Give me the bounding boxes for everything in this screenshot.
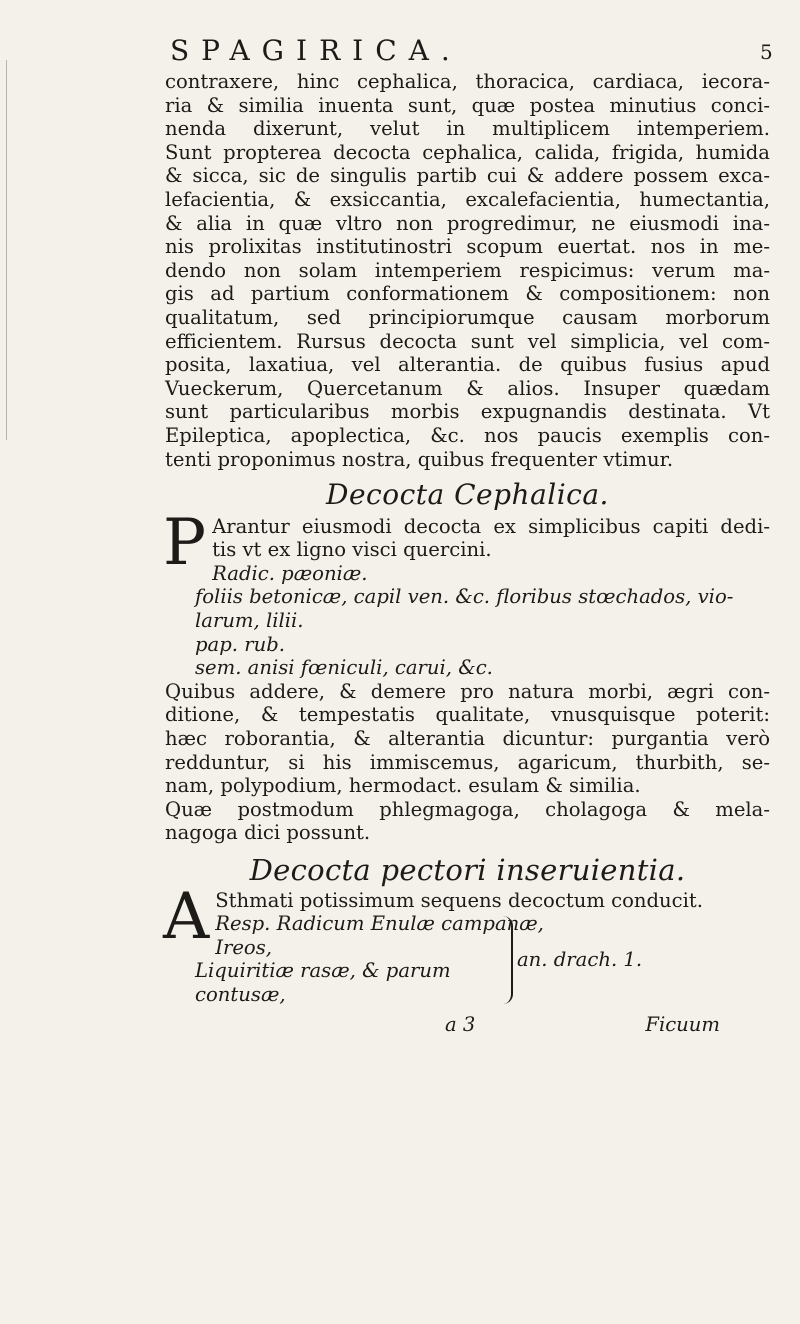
text-line: contraxere, hinc cephalica, thoracica, cardiaca, iecora- [165, 70, 770, 93]
text-line: nenda dixerunt, velut in multiplicem intemperiem. [165, 117, 770, 141]
text-line: Arantur eiusmodi decocta ex simplicibus capiti dedi- [212, 514, 770, 538]
text-line: tis vt ex ligno visci quercini. [212, 538, 492, 562]
recipe-pectori [165, 912, 770, 1006]
text-line: nis prolixitas institutinostri scopum euertat. nos in me- [165, 235, 770, 259]
text-line: redduntur, si his immiscemus, agaricum, thurbith, se- [165, 750, 770, 774]
recipe-line: larum, lilii. [195, 609, 304, 633]
section-heading-cephalica: Decocta Cephalica. [326, 478, 609, 512]
drop-cap: A [163, 879, 210, 954]
text-line: Sunt propterea decocta cephalica, calida, frigida, humida [165, 140, 770, 164]
recipe-line: Resp. Radicum Enulæ campanæ, [215, 912, 544, 936]
text-line: Vueckerum, Quercetanum & alios. Insuper quædam [165, 376, 770, 400]
text-line: dendo non solam intemperiem respicimus: verum ma- [165, 258, 770, 282]
text-line: posita, laxatiua, vel alterantia. de quibus fusius apud [165, 353, 770, 377]
running-header [170, 34, 600, 67]
text-body [165, 70, 770, 1037]
text-line: nagoga dici possunt. [165, 821, 371, 845]
recipe-line: sem. anisi fœniculi, carui, &c. [195, 656, 493, 680]
section-heading-pectori: Decocta pectori inseruientia. [249, 853, 686, 887]
signature-mark: a 3 [445, 1012, 476, 1036]
text-line: & alia in quæ vltro non progredimur, ne eiusmodi ina- [165, 211, 770, 235]
recipe-line: foliis betonicæ, capil ven. &c. floribus stœchados, vio- [195, 585, 734, 609]
recipe-line: contusæ, [195, 982, 286, 1006]
section-pectori-opening [163, 879, 770, 1007]
recipe-cephalica [165, 562, 770, 680]
recipe-brace [503, 916, 513, 1004]
text-line: ria & similia inuenta sunt, quæ postea minutius conci- [165, 93, 770, 117]
section-cephalica-paragraph [165, 680, 770, 845]
text-line: efficientem. Rursus decocta sunt vel simplicia, vel com- [165, 329, 770, 353]
page-number: 5 [760, 40, 773, 64]
text-line: Sthmati potissimum sequens decoctum conducit. [215, 888, 704, 912]
text-line: hæc roborantia, & alterantia dicuntur: purgantia verò [165, 727, 770, 751]
drop-cap: P [163, 505, 207, 580]
catchword: Ficuum [645, 1012, 720, 1036]
text-line: qualitatum, sed principiorumque causam morborum [165, 305, 770, 329]
text-line: gis ad partium conformationem & compositionem: non [165, 282, 770, 306]
text-line: sunt particularibus morbis expugnandis destinata. Vt [165, 400, 770, 424]
text-line: Quæ postmodum phlegmagoga, cholagoga & mela- [165, 797, 770, 821]
page-edge-line [6, 60, 7, 440]
recipe-line: Liquiritiæ rasæ, & parum [195, 959, 451, 983]
recipe-line: Radic. pæoniæ. [212, 561, 368, 585]
text-line: lefacientia, & exsiccantia, excalefacientia, humectantia, [165, 187, 770, 211]
recipe-dose: an. drach. 1. [517, 948, 643, 972]
text-line: ditione, & tempestatis qualitate, vnusquisque poterit: [165, 703, 770, 727]
intro-paragraph [165, 70, 770, 471]
page-footer [165, 1013, 770, 1037]
running-title: SPAGIRICA. [170, 34, 462, 67]
text-line: Quibus addere, & demere pro natura morbi, ægri con- [165, 679, 770, 703]
recipe-line: Ireos, [215, 935, 273, 959]
text-line: nam, polypodium, hermodact. esulam & similia. [165, 774, 641, 798]
recipe-line: pap. rub. [195, 632, 285, 656]
text-line: & sicca, sic de singulis partib cui & addere possem exca- [165, 164, 770, 188]
text-line: Epileptica, apoplectica, &c. nos paucis exemplis con- [165, 423, 770, 447]
text-line: tenti proponimus nostra, quibus frequenter vtimur. [165, 447, 674, 471]
